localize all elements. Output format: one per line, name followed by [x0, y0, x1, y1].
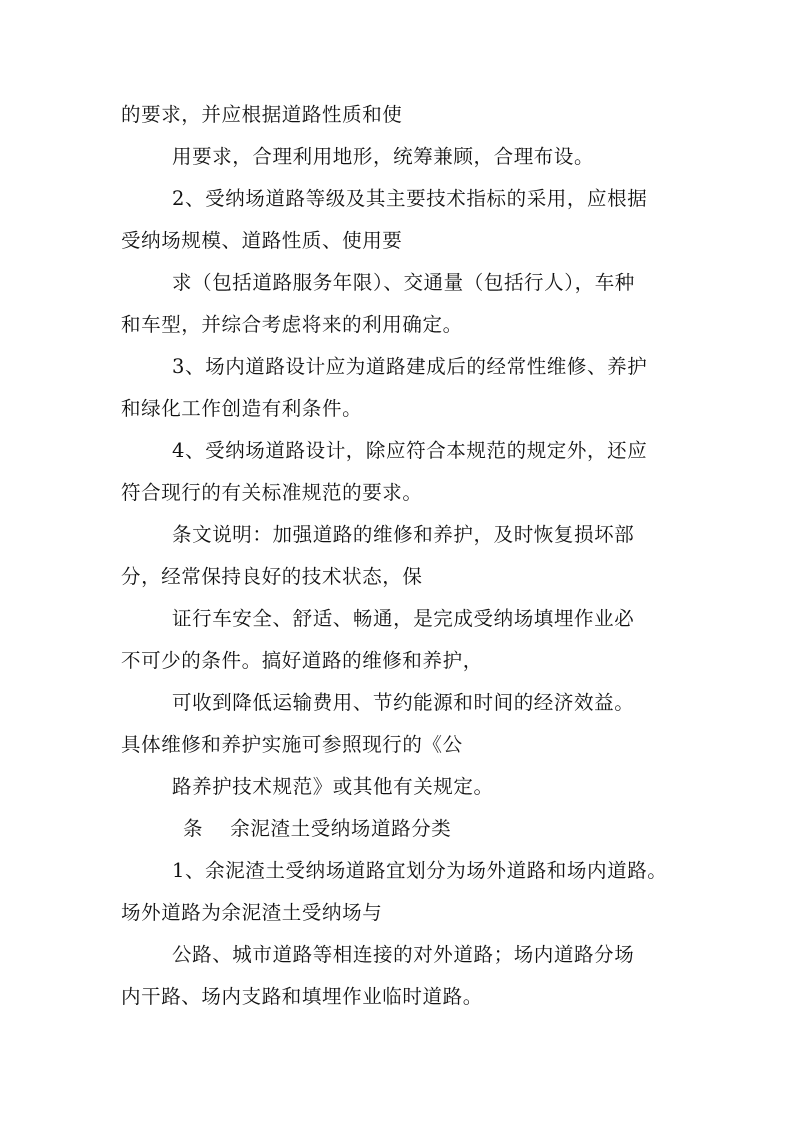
text-line: 受纳场规模、道路性质、使用要 — [121, 229, 403, 252]
text-line: 场外道路为余泥渣土受纳场与 — [121, 901, 383, 924]
text-line: 公路、城市道路等相连接的对外道路；场内道路分场 — [172, 943, 635, 966]
text-line: 的要求，并应根据道路性质和使 — [121, 103, 403, 126]
text-line: 证行车安全、舒适、畅通，是完成受纳场填埋作业必 — [172, 607, 635, 630]
text-line: 和绿化工作创造有利条件。 — [121, 397, 363, 420]
text-line: 不可少的条件。搞好道路的维修和养护， — [121, 649, 483, 672]
text-line: 可收到降低运输费用、节约能源和时间的经济效益。 — [172, 691, 635, 714]
text-line: 2、受纳场道路等级及其主要技术指标的采用，应根据 — [172, 187, 648, 210]
text-line: 3、场内道路设计应为道路建成后的经常性维修、养护 — [172, 355, 648, 378]
text-line: 用要求，合理利用地形，统筹兼顾，合理布设。 — [172, 145, 595, 168]
text-line: 分，经常保持良好的技术状态，保 — [121, 565, 423, 588]
text-line: 内干路、场内支路和填埋作业临时道路。 — [121, 985, 483, 1008]
text-line: 1、余泥渣土受纳场道路宜划分为场外道路和场内道路。 — [172, 859, 668, 882]
text-line: 条文说明：加强道路的维修和养护，及时恢复损坏部 — [172, 523, 635, 546]
text-line: 4、受纳场道路设计，除应符合本规范的规定外，还应 — [172, 439, 648, 462]
text-line: 求（包括道路服务年限）、交通量（包括行人），车种 — [172, 271, 635, 294]
text-line: 符合现行的有关标准规范的要求。 — [121, 481, 423, 504]
text-line: 路养护技术规范》或其他有关规定。 — [172, 775, 494, 798]
text-line: 具体维修和养护实施可参照现行的《公 — [121, 733, 463, 756]
section-heading: 条 余泥渣土受纳场道路分类 — [183, 817, 452, 840]
text-line: 和车型，并综合考虑将来的利用确定。 — [121, 313, 463, 336]
